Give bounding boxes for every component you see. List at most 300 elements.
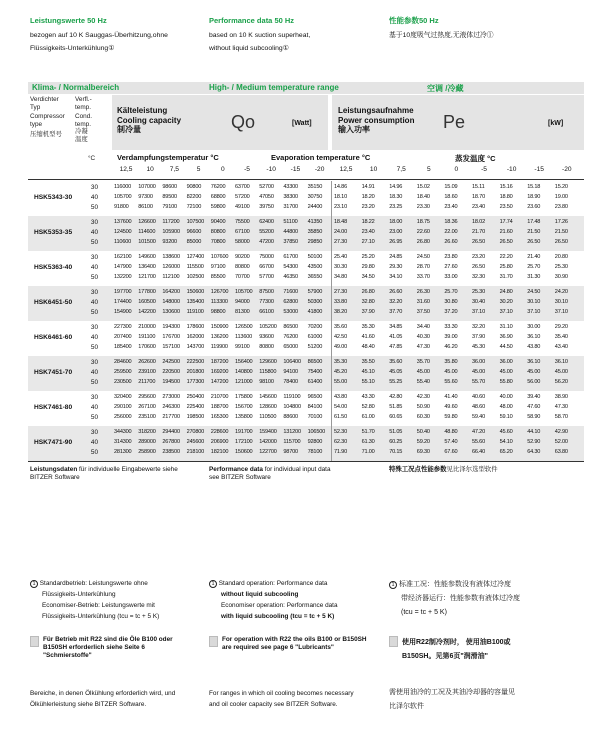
table-cell: 45.20 [334,369,347,375]
band-cn: 空调 /冷藏 [427,84,464,93]
table-cell: 48.40 [361,344,375,350]
table-cell: 177300 [186,379,205,385]
table-cell: 48.80 [444,429,458,435]
table-cell: 22.20 [499,254,513,260]
table-cell: 77300 [259,299,274,305]
table-cell: 35.60 [334,324,347,330]
table-cell: 24.50 [416,254,430,260]
table-cell: 70700 [235,274,250,280]
table-cell: 45.00 [554,369,568,375]
table-cell: 105200 [259,324,277,330]
cond-label-de: Verfl.- temp. [75,96,92,111]
table-cell: 47.30 [554,404,568,410]
table-cell: 60.25 [389,439,403,445]
table-cell: 36.10 [527,359,541,365]
table-cell: 40.00 [499,394,513,400]
column-header: 10 [369,166,378,173]
table-cell: 26.80 [361,289,375,295]
table-cell: 26.50 [499,239,513,245]
table-cell: 191100 [138,334,156,340]
table-cell: 70800 [210,239,226,245]
table-cell: 34.50 [361,274,375,280]
column-header: 10 [146,166,154,173]
table-cell: 154900 [114,309,132,315]
table-cell: 50100 [307,254,323,260]
table-cell: 106400 [283,359,301,365]
table-cell: 56.00 [527,379,541,385]
table-cell: 71.00 [361,449,375,455]
table-cell: 217700 [162,414,180,420]
table-cell: 30.90 [554,274,568,280]
column-divider [331,181,332,216]
table-cell: 99100 [235,344,250,350]
table-cell: 121000 [235,379,253,385]
table-cell: 71.90 [334,449,347,455]
table-cell: 96500 [307,394,323,400]
table-cell: 230500 [114,379,132,385]
column-header: -10 [506,166,517,173]
table-cell: 25.70 [444,289,458,295]
table-cell: 14.86 [334,184,347,190]
table-cell: 22.60 [416,229,430,235]
table-bottom-rule [28,461,584,462]
table-cell: 107000 [138,184,156,190]
table-cell: 23.30 [416,204,430,210]
table-row [28,286,584,321]
table-cell: 40.30 [416,334,430,340]
table-cell: 70100 [307,414,323,420]
table-cell: 162100 [114,254,132,260]
table-cell: 45.00 [472,369,485,375]
model-name: HSK5363-40 [34,264,73,271]
table-cell: 207400 [114,334,132,340]
table-cell: 85500 [210,274,226,280]
table-cell: 61000 [307,334,323,340]
table-cell: 147900 [114,264,132,270]
table-cell: 197700 [114,289,132,295]
cond-temp: 40 [90,264,98,271]
table-cell: 160500 [138,299,156,305]
table-cell: 227300 [114,324,132,330]
table-cell: 320400 [114,394,132,400]
table-cell: 55.10 [361,379,375,385]
table-cell: 37.20 [444,309,458,315]
table-cell: 258900 [138,449,156,455]
table-cell: 250400 [186,394,205,400]
table-cell: 17.26 [554,219,568,225]
table-cell: 107500 [186,219,205,225]
column-divider [331,251,332,286]
table-cell: 126000 [162,264,180,270]
table-cell: 37.90 [472,334,485,340]
table-cell: 26.60 [444,239,458,245]
header-en-line1: based on 10 K suction superheat, [209,32,311,39]
table-cell: 37850 [283,239,298,245]
table-cell: 25.30 [472,289,485,295]
table-cell: 36550 [307,274,323,280]
below-en: Performance data for individual input data see BITZER Software [209,466,331,481]
table-cell: 112100 [162,274,180,280]
table-cell: 124500 [114,229,132,235]
table-cell: 182100 [210,449,229,455]
table-cell: 142200 [138,309,156,315]
column-header: 0 [220,166,225,173]
table-cell: 21.40 [527,254,541,260]
table-cell: 43300 [283,184,298,190]
table-cell: 94100 [283,369,298,375]
table-cell: 52700 [259,184,274,190]
warning-de: Für Betrieb mit R22 sind die Öle B100 oder B150SH erforderlich siehe Seite 6 "Schmierstoffe" [43,636,173,659]
capacity-unit: [Watt] [292,120,312,127]
table-cell: 47.20 [472,429,485,435]
table-cell: 55200 [259,229,274,235]
table-cell: 68800 [210,194,226,200]
table-cell: 41.40 [444,394,458,400]
table-cell: 156700 [235,404,253,410]
table-cell: 56.20 [554,379,568,385]
header-cn-line1: 基于10度吸气过热度,无液体过冷① [389,32,494,39]
table-cell: 36.00 [499,359,513,365]
table-cell: 42.80 [389,394,403,400]
table-cell: 107600 [210,254,229,260]
table-cell: 135800 [235,414,253,420]
table-cell: 295600 [138,394,156,400]
table-cell: 281300 [114,449,132,455]
band-en: High- / Medium temperature range [209,83,339,92]
table-cell: 54300 [283,264,298,270]
table-cell: 70.15 [389,449,403,455]
table-cell: 126500 [235,324,253,330]
table-cell: 40.60 [472,394,485,400]
table-cell: 25.30 [554,264,568,270]
table-cell: 58.90 [527,414,541,420]
warning-en: For operation with R22 the oils B100 or B150SH are required see page 6 "Lubricants" [222,636,367,651]
table-cell: 18.48 [334,219,347,225]
cond-temp: 50 [90,414,98,421]
table-cell: 54.10 [499,439,513,445]
table-cell: 23.80 [444,254,458,260]
table-cell: 235100 [138,414,156,420]
table-cell: 97300 [138,194,153,200]
table-cell: 15.11 [472,184,485,190]
table-cell: 211700 [138,379,156,385]
table-cell: 39750 [259,204,274,210]
table-row [28,321,584,356]
cond-temp: 50 [90,379,98,386]
table-cell: 137600 [114,219,132,225]
model-name: HSK5343-30 [34,194,73,201]
column-divider [331,216,332,251]
warning-marker-icon [30,636,39,647]
table-cell: 62.30 [334,439,347,445]
table-cell: 35150 [307,184,323,190]
table-cell: 18.10 [334,194,347,200]
column-header: 7,5 [169,166,179,173]
table-cell: 238500 [162,449,180,455]
warning-cn: 使用R22制冷剂时， 使用油B100或 B150SH。见第6页"润滑油" [402,639,511,660]
table-cell: 14.96 [389,184,403,190]
table-cell: 149600 [138,254,156,260]
table-cell: 65.20 [499,449,513,455]
table-cell: 178600 [186,324,205,330]
table-cell: 42.50 [334,334,347,340]
table-cell: 102500 [186,274,205,280]
table-cell: 29.80 [361,264,375,270]
table-cell: 52.90 [527,439,541,445]
table-cell: 46350 [283,274,298,280]
table-cell: 140800 [235,369,253,375]
capacity-label: Kälteleistung Cooling capacity 制冷量 [117,106,182,134]
table-cell: 86500 [307,359,323,365]
table-row [28,391,584,426]
table-cell: 17.48 [527,219,541,225]
table-cell: 87500 [259,289,274,295]
header-cn-title: 性能参数50 Hz [389,16,439,25]
cond-temp: 40 [90,334,98,341]
header-en-title: Performance data 50 Hz [209,16,295,25]
table-cell: 30.20 [499,299,513,305]
table-cell: 60.65 [389,414,403,420]
table-cell: 18.60 [444,194,458,200]
note-de: 1 Standardbetrieb: Leistungswerte ohne Flüssigkeits-Unterkühlung Economiser-Betrieb: Leistungswerte mit Flüssigkeits-Unterkühlung (tcu = tc + 5 K) [30,578,159,622]
table-cell: 121700 [138,274,156,280]
table-cell: 113600 [235,334,253,340]
table-cell: 32.30 [472,274,485,280]
table-cell: 80800 [210,229,226,235]
table-cell: 150600 [235,449,253,455]
column-divider [331,356,332,391]
table-cell: 26.50 [472,264,485,270]
table-cell: 18.20 [361,194,375,200]
bottom-cn: 需使用油冷的工况及其油冷却器的容量见 比泽尔软件 [389,689,515,710]
table-cell: 93200 [162,239,177,245]
table-cell: 19.00 [554,194,568,200]
table-cell: 61.30 [361,439,375,445]
column-header: 12,5 [339,166,353,173]
table-cell: 44800 [283,229,298,235]
table-cell: 165300 [210,414,229,420]
table-cell: 344300 [114,429,132,435]
table-cell: 37.10 [527,309,541,315]
table-row [28,216,584,251]
table-cell: 76200 [210,184,226,190]
table-cell: 126700 [210,289,229,295]
table-cell: 37.10 [472,309,485,315]
table-cell: 130600 [162,309,180,315]
table-cell: 101500 [138,239,156,245]
table-cell: 30.80 [444,299,458,305]
table-cell: 23.25 [389,204,403,210]
table-row [28,251,584,286]
table-cell: 55.60 [472,439,485,445]
table-cell: 222500 [186,359,205,365]
table-cell: 194300 [162,324,180,330]
cond-temp: 40 [90,299,98,306]
column-header: 12,5 [119,166,133,173]
model-name: HSK7451-70 [34,369,73,376]
table-cell: 314300 [114,439,132,445]
table-cell: 201800 [186,369,205,375]
table-cell: 45.00 [444,369,458,375]
table-cell: 69.30 [416,449,430,455]
table-cell: 98100 [259,379,274,385]
table-cell: 55.60 [444,379,458,385]
column-header: 7,5 [396,166,406,173]
cond-temp: 50 [90,239,98,246]
table-cell: 21.50 [554,229,568,235]
warning-marker-icon [389,636,398,647]
table-cell: 55.80 [499,379,513,385]
table-cell: 15.20 [554,184,568,190]
table-cell: 36.90 [499,334,513,340]
table-cell: 30.40 [472,299,485,305]
table-cell: 148000 [162,299,180,305]
table-cell: 18.36 [444,219,458,225]
table-cell: 41800 [307,309,323,315]
table-cell: 30.30 [334,264,347,270]
note-circle-icon: 1 [389,581,397,589]
note-circle-icon: 1 [209,580,217,588]
table-cell: 43.40 [554,344,568,350]
table-cell: 239100 [138,369,156,375]
table-cell: 29.30 [389,264,403,270]
table-cell: 36.00 [472,359,485,365]
table-cell: 35.70 [416,359,430,365]
table-cell: 39.00 [444,334,458,340]
table-cell: 273000 [162,394,180,400]
table-cell: 23.20 [472,254,485,260]
table-cell: 23.10 [334,204,347,210]
table-cell: 26.60 [389,289,403,295]
table-cell: 37.10 [554,309,568,315]
table-cell: 242500 [162,359,180,365]
table-cell: 115800 [259,369,277,375]
table-cell: 14.91 [361,184,375,190]
table-cell: 25.40 [334,254,347,260]
column-header: -10 [266,166,276,173]
table-cell: 50.90 [416,404,430,410]
table-cell: 138600 [162,254,180,260]
table-cell: 318200 [138,429,156,435]
table-cell: 177800 [138,289,156,295]
table-cell: 105900 [162,229,180,235]
table-cell: 51.05 [389,429,403,435]
table-cell: 51200 [307,344,323,350]
table-cell: 79100 [162,204,177,210]
table-cell: 187200 [210,359,229,365]
model-name: HSK7461-80 [34,404,73,411]
bottom-en: For ranges in which oil cooling becomes necessary and oil cooler capacity see BITZER Software. [209,690,354,708]
table-cell: 164200 [162,289,180,295]
note-cn: 1 标准工况：性能参数没有液体过冷度 带经济器运行：性能参数有液体过冷度 (tcu = tc + 5 K) [389,578,520,620]
bottom-de: Bereiche, in denen Ölkühlung erforderlich wird, und Ölkühlerleistung siehe BITZER Software. [30,690,176,708]
header-de-line2: Flüssigkeits-Unterkühlung① [30,45,115,52]
table-cell: 27.30 [334,289,347,295]
column-divider [331,321,332,356]
table-cell: 48.60 [472,404,485,410]
table-cell: 174400 [114,299,132,305]
table-cell: 48.00 [499,404,513,410]
table-cell: 131200 [283,429,301,435]
table-cell: 289000 [138,439,156,445]
table-cell: 66700 [259,264,274,270]
table-cell: 59.20 [416,439,430,445]
table-cell: 33.30 [444,324,458,330]
table-cell: 33.80 [334,299,347,305]
table-cell: 185400 [114,344,132,350]
cond-temp: 30 [90,324,98,331]
column-headers [112,166,584,178]
table-cell: 61.00 [361,414,375,420]
table-cell: 198500 [186,414,205,420]
table-cell: 23.40 [472,204,485,210]
table-cell: 191700 [235,429,253,435]
table-cell: 35.40 [554,334,568,340]
table-cell: 38.90 [554,394,568,400]
table-cell: 27.60 [444,264,458,270]
table-cell: 170600 [138,344,156,350]
table-cell: 116000 [114,184,132,190]
table-cell: 59.40 [472,414,485,420]
table-cell: 220500 [162,369,180,375]
table-cell: 33.00 [444,274,458,280]
table-cell: 42.90 [554,429,568,435]
table-cell: 98700 [283,449,298,455]
column-divider [331,286,332,321]
table-cell: 18.30 [389,194,403,200]
cond-temp: 50 [90,309,98,316]
table-cell: 18.90 [527,194,541,200]
table-cell: 82200 [186,194,202,200]
table-cell: 267800 [162,439,180,445]
table-cell: 90400 [210,219,226,225]
table-cell: 32.80 [361,299,375,305]
table-cell: 61400 [307,379,323,385]
cond-label-cn: 冷凝 温度 [75,128,88,143]
header-rule [28,179,584,180]
power-unit: [kW] [548,120,564,127]
header-de-line1: bezogen auf 10 K Sauggas-Überhitzung,ohne [30,32,168,39]
table-cell: 51.70 [361,429,375,435]
capacity-symbol: Qo [231,112,256,132]
table-cell: 122700 [259,449,277,455]
table-cell: 169200 [210,369,229,375]
table-cell: 21.60 [499,229,513,235]
column-header: -20 [562,166,572,173]
table-cell: 176700 [162,334,180,340]
table-cell: 26.80 [416,239,430,245]
table-cell: 90200 [235,254,250,260]
table-cell: 113300 [210,299,228,305]
table-cell: 24.85 [389,254,403,260]
table-cell: 256000 [114,414,132,420]
table-cell: 45.60 [499,429,513,435]
table-cell: 30.10 [554,299,568,305]
table-cell: 15.18 [527,184,541,190]
cond-temp: 40 [90,369,98,376]
model-name: HSK7471-90 [34,439,73,446]
table-cell: 51100 [283,219,298,225]
table-cell: 31.10 [499,324,513,330]
table-cell: 47200 [259,239,274,245]
below-cn: 特殊工况点性能参数见比泽尔选型软件 [389,466,498,473]
cond-temp: 30 [90,184,98,191]
table-cell: 41.60 [361,334,375,340]
table-cell: 65000 [283,344,298,350]
table-cell: 23.00 [389,229,403,235]
table-cell: 53000 [283,309,298,315]
table-cell: 143700 [186,344,205,350]
